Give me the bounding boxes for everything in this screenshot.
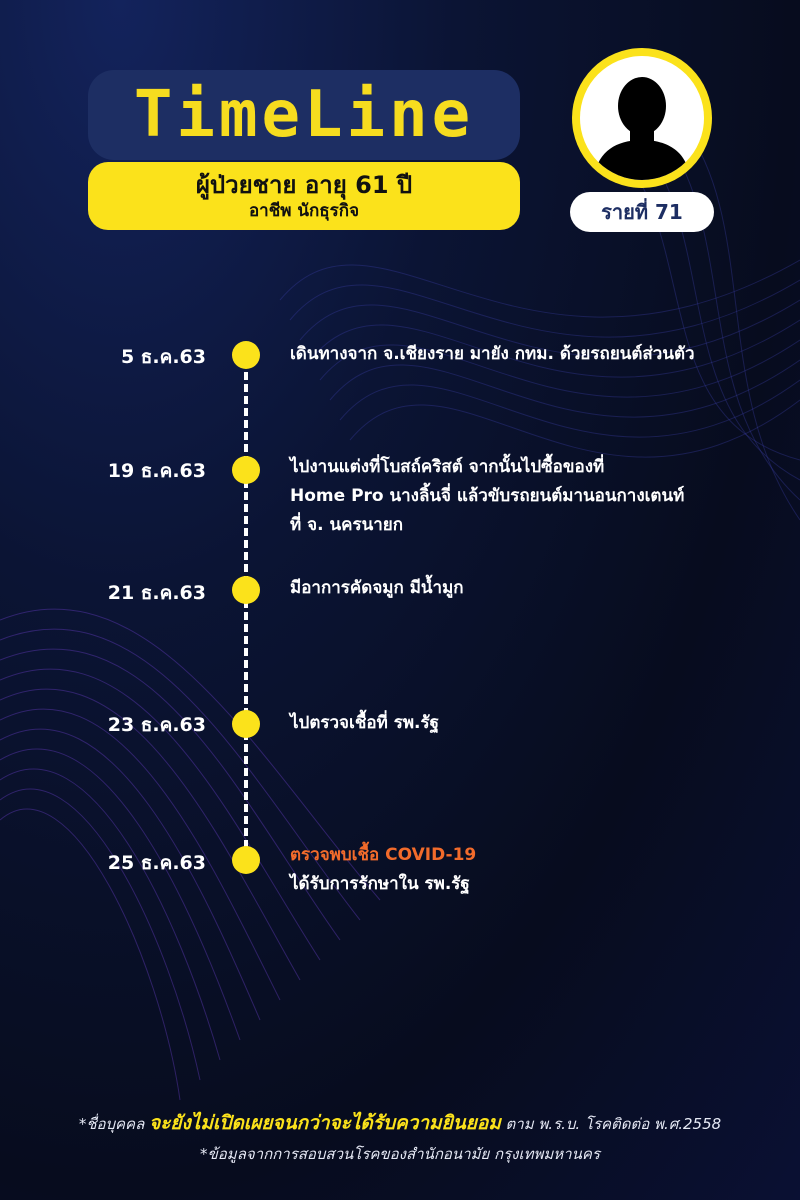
event-text: มีอาการคัดจมูก มีน้ำมูก <box>290 578 464 598</box>
covid-positive-alert: ตรวจพบเชื้อ COVID-19 <box>290 845 477 865</box>
timeline-dot <box>232 456 260 484</box>
timeline-date: 5 ธ.ค.63 <box>120 346 206 368</box>
timeline-event <box>290 841 770 899</box>
event-text: ได้รับการรักษาใน รพ.รัฐ <box>290 874 470 894</box>
timeline-event <box>290 340 770 369</box>
patient-info: ผู้ป่วยชาย อายุ 61 ปี <box>195 171 413 199</box>
timeline-dot <box>232 341 260 369</box>
footnote-prefix: *ชื่อบุคคล <box>78 1115 150 1133</box>
event-text: เดินทางจาก จ.เชียงราย มายัง กทม. ด้วยรถยนต์ส่วนตัว <box>290 344 695 364</box>
timeline-event <box>290 453 770 540</box>
timeline-event <box>290 709 770 738</box>
event-text: Home Pro นางลิ้นจี่ แล้วขับรถยนต์มานอนกางเตนท์ <box>290 486 685 506</box>
timeline-dot <box>232 710 260 738</box>
page-title: TimeLine <box>133 78 475 152</box>
timeline-event <box>290 574 770 603</box>
timeline-date: 25 ธ.ค.63 <box>107 852 206 874</box>
person-silhouette-icon <box>580 56 704 180</box>
privacy-footnote <box>0 1108 800 1138</box>
avatar <box>572 48 712 188</box>
timeline-dot <box>232 576 260 604</box>
timeline-dot <box>232 846 260 874</box>
timeline-connector <box>244 360 248 860</box>
event-text: ไปงานแต่งที่โบสถ์คริสต์ จากนั้นไปซื้อของที่ <box>290 457 605 477</box>
case-number-badge: รายที่ 71 <box>570 192 714 232</box>
title-banner <box>88 70 520 160</box>
patient-occupation: อาชีพ นักธุรกิจ <box>248 201 360 221</box>
footnote-highlight: จะยังไม่เปิดเผยจนกว่าจะได้รับความยินยอม <box>149 1112 501 1134</box>
footnote-suffix: ตาม พ.ร.บ. โรคติดต่อ พ.ศ.2558 <box>500 1115 722 1133</box>
event-text: ไปตรวจเชื้อที่ รพ.รัฐ <box>290 713 440 733</box>
source-footnote: *ข้อมูลจากการสอบสวนโรคของสำนักอนามัย กรุงเทพมหานคร <box>200 1145 600 1163</box>
timeline-date: 19 ธ.ค.63 <box>107 460 206 482</box>
timeline-date: 21 ธ.ค.63 <box>107 582 206 604</box>
event-text: ที่ จ. นครนายก <box>290 515 404 535</box>
timeline-date: 23 ธ.ค.63 <box>107 714 206 736</box>
patient-banner <box>88 162 520 230</box>
